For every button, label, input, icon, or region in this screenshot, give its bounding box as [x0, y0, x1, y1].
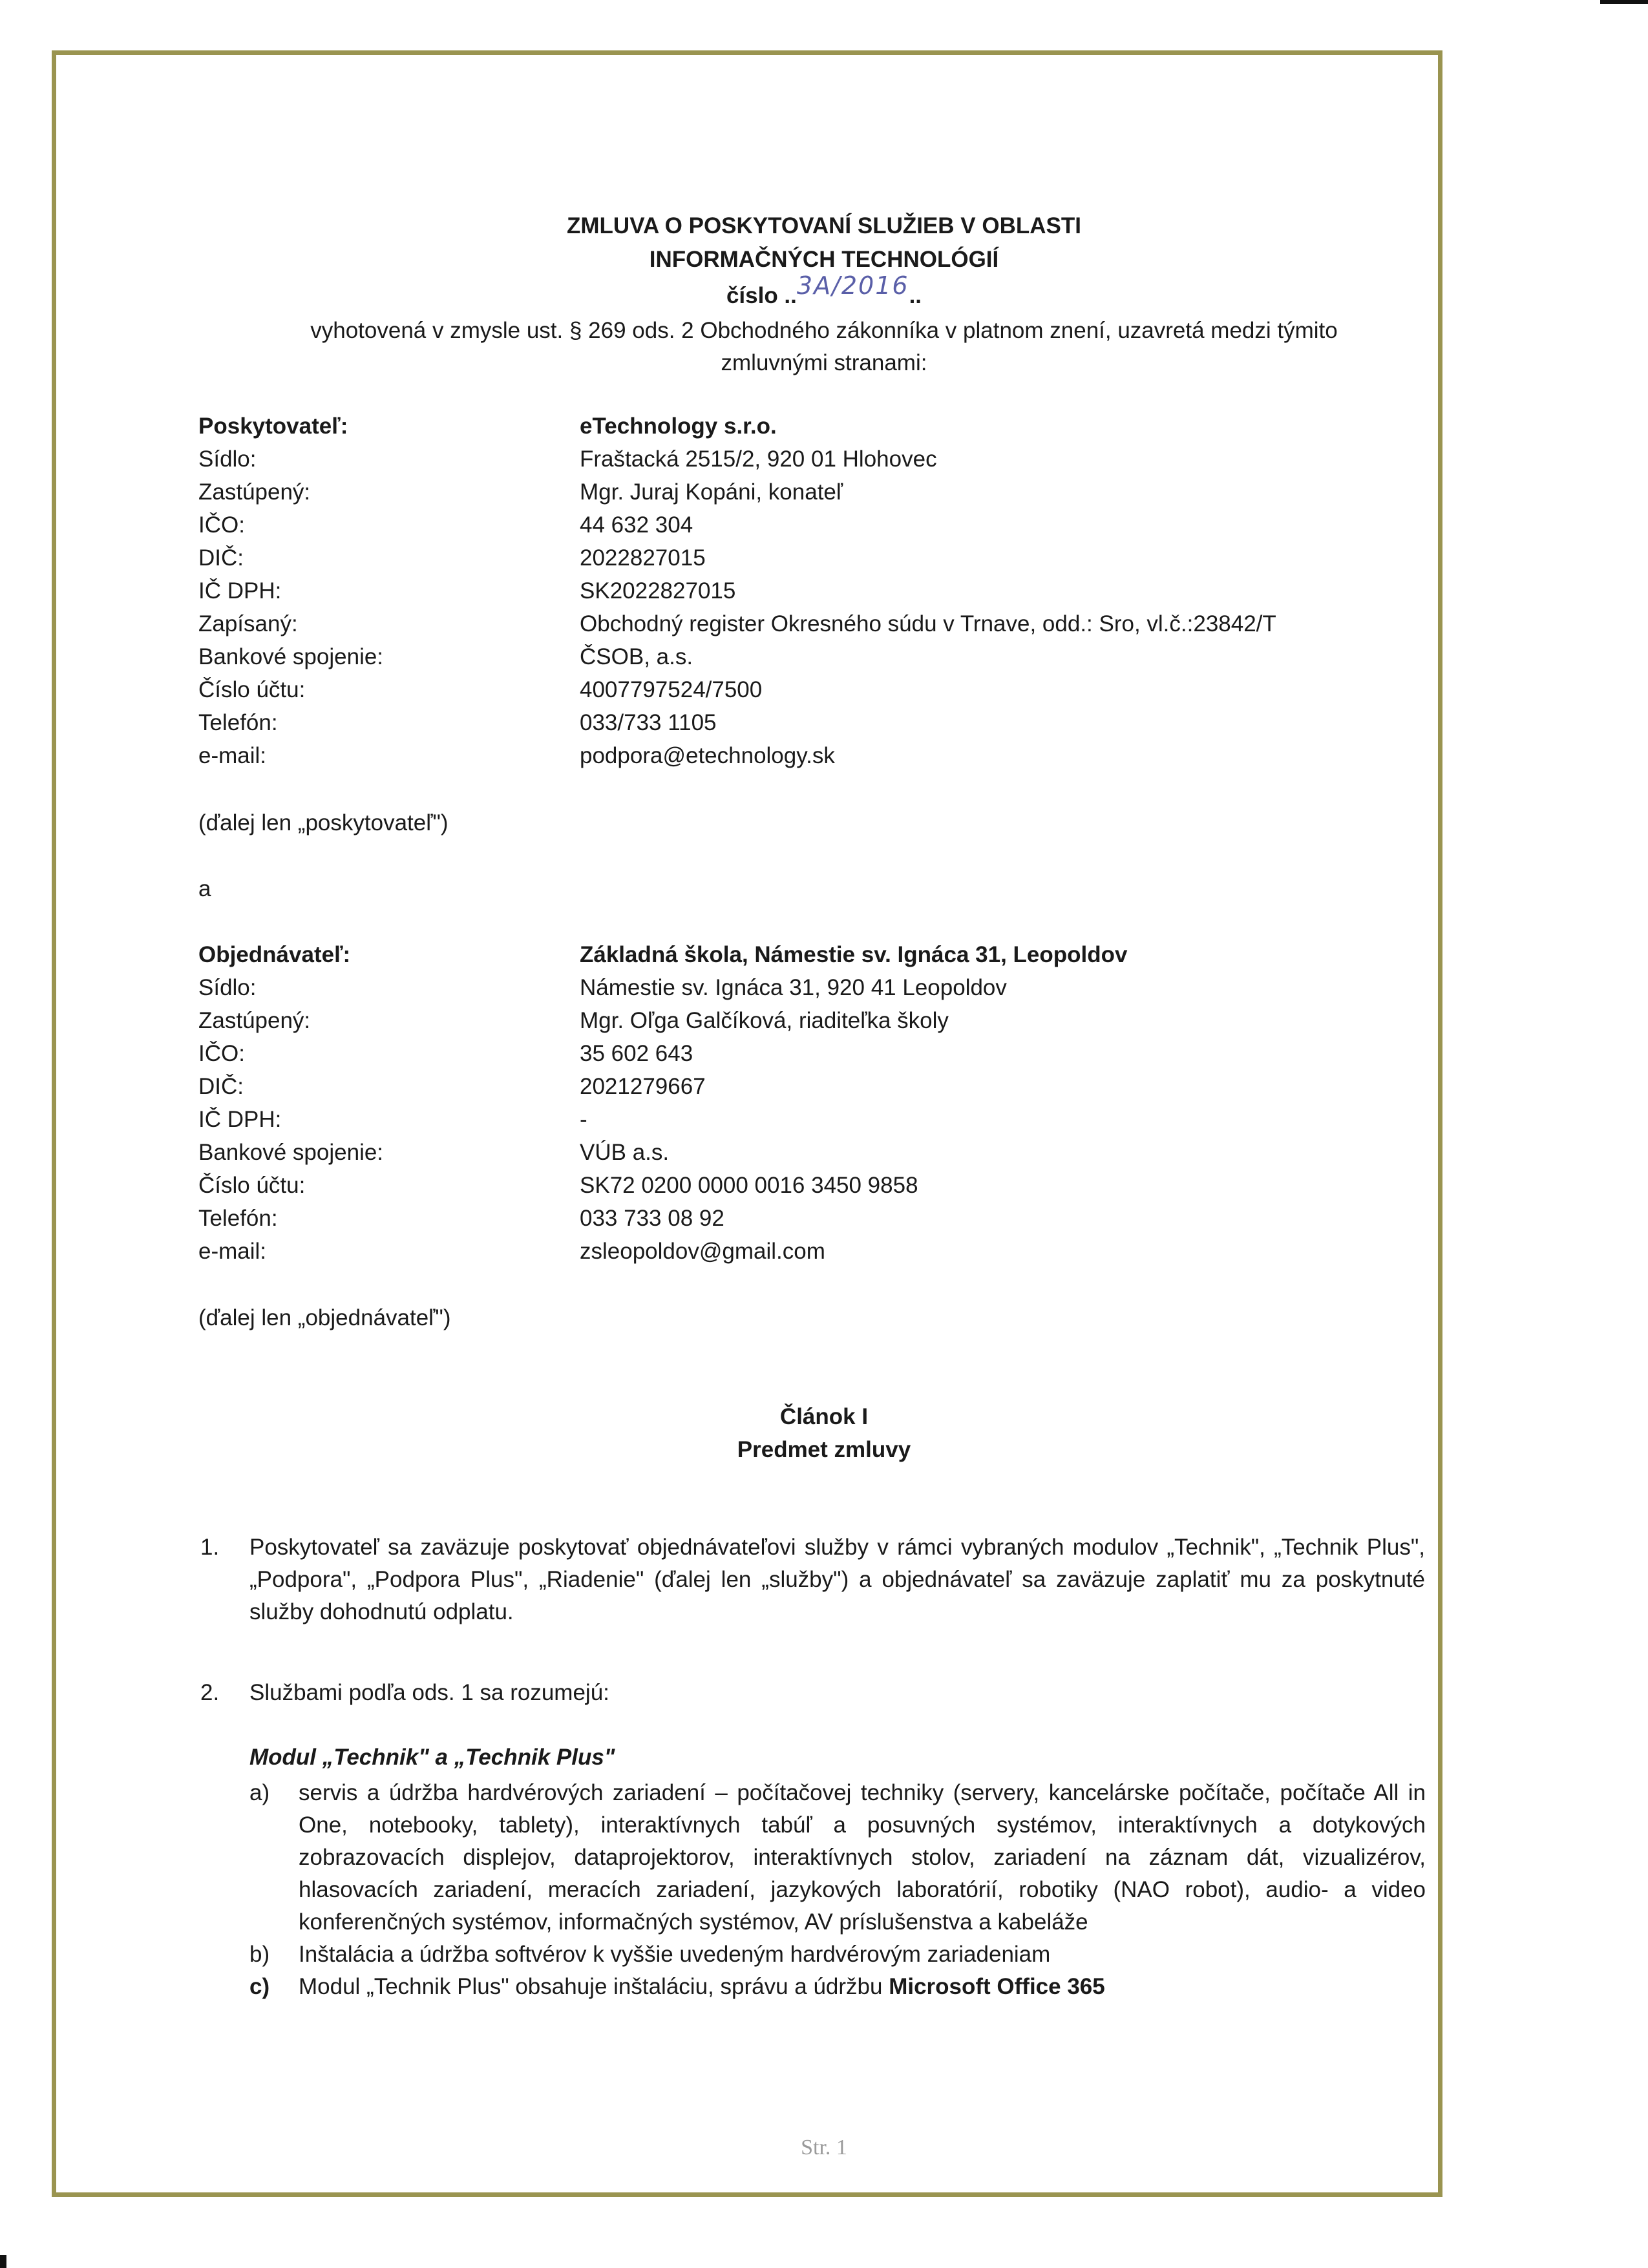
field-label: IČO: — [198, 1041, 245, 1066]
field-label: Bankové spojenie: — [198, 644, 384, 669]
paragraph-text: Poskytovateľ sa zaväzuje poskytovať objednávateľovi služby v rámci vybraných modulov „Technik", „Technik Plus", „Podpora", „Podpora Plus", „Riadenie" (ďalej len „služby") a objednávateľ sa zaväzuje zaplatiť mu za poskytnuté služby dohodnutú odplatu. — [249, 1535, 1425, 1624]
document-title-line2: INFORMAČNÝCH TECHNOLÓGIÍ — [649, 247, 999, 272]
field-label: IČ DPH: — [198, 578, 282, 604]
list-text — [299, 1971, 1426, 2003]
paragraph-number: 1. — [200, 1535, 220, 1560]
field-label: Číslo účtu: — [198, 1173, 306, 1198]
field-value: 35 602 643 — [580, 1041, 693, 1066]
field-label: e-mail: — [198, 743, 267, 768]
list-marker: c) — [249, 1974, 270, 1999]
field-label: Zastúpený: — [198, 1008, 311, 1033]
list-marker: b) — [249, 1942, 270, 1967]
document-title-line1: ZMLUVA O POSKYTOVANÍ SLUŽIEB V OBLASTI — [567, 213, 1081, 238]
article-subheading: Predmet zmluvy — [737, 1437, 911, 1462]
field-value: 44 632 304 — [580, 512, 693, 538]
field-value: SK72 0200 0000 0016 3450 9858 — [580, 1173, 918, 1198]
field-label: Sídlo: — [198, 975, 257, 1000]
scan-edge-mark — [0, 2255, 6, 2268]
field-value: 4007797524/7500 — [580, 677, 763, 702]
field-label: Bankové spojenie: — [198, 1140, 384, 1165]
list-text: Inštalácia a údržba softvérov k vyššie uvedeným hardvérovým zariadeniam — [299, 1942, 1051, 1967]
field-label: Zapísaný: — [198, 611, 298, 636]
field-value: 033 733 08 92 — [580, 1206, 724, 1231]
field-value: podpora@etechnology.sk — [580, 743, 835, 768]
intro-line2: zmluvnými stranami: — [721, 350, 927, 375]
field-label: Zastúpený: — [198, 479, 311, 505]
field-value: 2021279667 — [580, 1074, 706, 1099]
field-label: e-mail: — [198, 1239, 267, 1264]
field-label: DIČ: — [198, 545, 244, 571]
field-label: DIČ: — [198, 1074, 244, 1099]
list-text: servis a údržba hardvérových zariadení – počítačovej techniky (servery, kancelárske počítače, počítače All in One, notebooky, tablety), interaktívnych tabúľ a posuvných systémov, interaktívnych a dotykových zobrazovacích displejov, dataprojektorov, interaktívnych stolov, zariadení na záznam dát, vizualizérov, hlasovacích zariadení, meracích zariadení, jazykových laboratórií, robotiky (NAO robot), audio- a video konferenčných systémov, informačných systémov, AV príslušenstva a kabeláže — [299, 1780, 1426, 1935]
field-value: zsleopoldov@gmail.com — [580, 1239, 825, 1264]
paragraph-number: 2. — [200, 1680, 220, 1705]
field-value: Námestie sv. Ignáca 31, 920 41 Leopoldov — [580, 975, 1007, 1000]
field-label: Telefón: — [198, 1206, 278, 1231]
contract-number-handwritten: 3A/2016 — [796, 271, 909, 300]
field-label: IČ DPH: — [198, 1107, 282, 1132]
field-label: Telefón: — [198, 710, 278, 735]
paragraph-text: Službami podľa ods. 1 sa rozumejú: — [249, 1680, 609, 1705]
conjunction: a — [198, 876, 211, 901]
client-name: Základná škola, Námestie sv. Ignáca 31, Leopoldov — [580, 942, 1128, 967]
module-heading: Modul „Technik" a „Technik Plus" — [249, 1745, 615, 1770]
intro-line1: vyhotovená v zmysle ust. § 269 ods. 2 Obchodného zákonníka v platnom znení, uzavretá medzi týmito — [310, 318, 1338, 343]
article-heading: Článok I — [779, 1404, 869, 1429]
page-number: Str. 1 — [801, 2136, 847, 2159]
field-label: IČO: — [198, 512, 245, 538]
scan-edge-mark — [1600, 0, 1648, 4]
list-text-plain: Modul „Technik Plus" obsahuje inštaláciu, správu a údržbu — [299, 1974, 889, 1999]
list-marker: a) — [249, 1780, 270, 1805]
contract-number — [0, 271, 1648, 309]
field-value: Obchodný register Okresného súdu v Trnave, odd.: Sro, vl.č.:23842/T — [580, 611, 1276, 636]
field-value: 033/733 1105 — [580, 710, 717, 735]
contract-number-trailing: .. — [909, 283, 922, 308]
client-note: (ďalej len „objednávateľ") — [198, 1305, 451, 1330]
list-text-bold: Microsoft Office 365 — [889, 1974, 1105, 1999]
provider-label: Poskytovateľ: — [198, 414, 348, 439]
field-value: SK2022827015 — [580, 578, 736, 604]
field-label: Sídlo: — [198, 446, 257, 472]
field-value: VÚB a.s. — [580, 1140, 670, 1165]
field-value: Fraštacká 2515/2, 920 01 Hlohovec — [580, 446, 937, 472]
field-label: Číslo účtu: — [198, 677, 306, 702]
contract-number-label: číslo .. — [726, 283, 797, 308]
field-value: ČSOB, a.s. — [580, 644, 693, 669]
field-value: - — [580, 1107, 587, 1132]
provider-note: (ďalej len „poskytovateľ") — [198, 810, 449, 835]
client-label: Objednávateľ: — [198, 942, 351, 967]
field-value: Mgr. Oľga Galčíková, riaditeľka školy — [580, 1008, 949, 1033]
field-value: 2022827015 — [580, 545, 706, 571]
field-value: Mgr. Juraj Kopáni, konateľ — [580, 479, 843, 505]
provider-name: eTechnology s.r.o. — [580, 414, 777, 439]
